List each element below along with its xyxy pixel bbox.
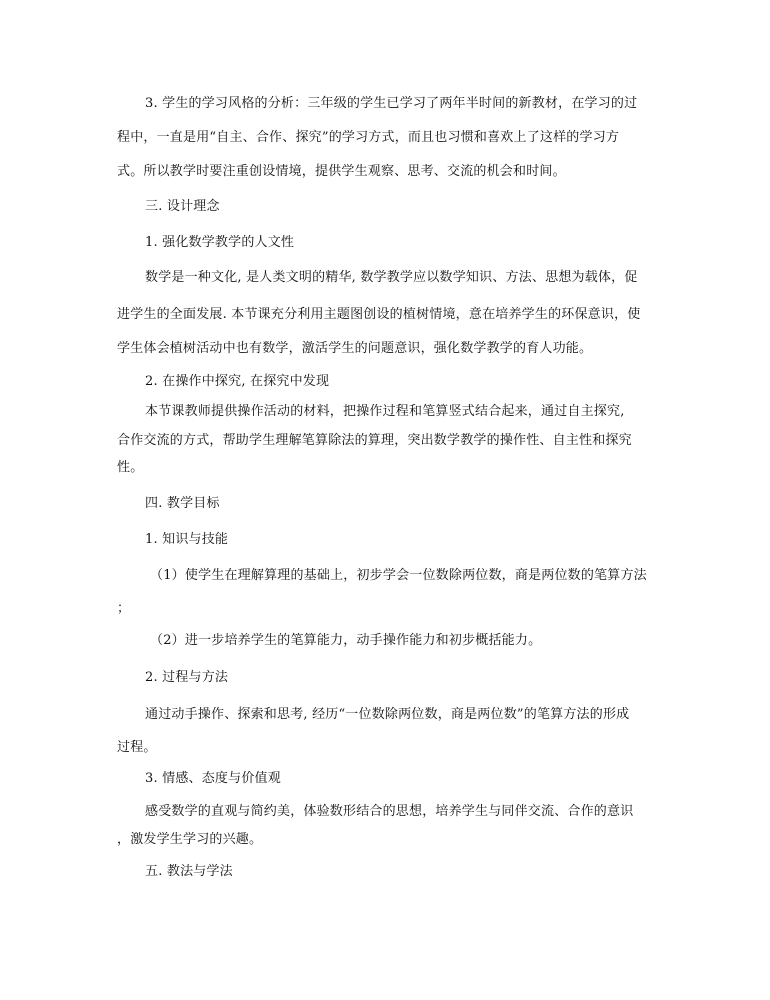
paragraph-line: 性。 [117, 460, 144, 475]
section-heading: 四. 教学目标 [145, 496, 220, 511]
paragraph-line: 程中，一直是用“自主、合作、探究”的学习方式，而且也习惯和喜欢上了这样的学习方 [117, 130, 620, 145]
paragraph-line: 3. 学生的学习风格的分析：三年级的学生已学习了两年半时间的新教材，在学习的过 [145, 96, 638, 111]
paragraph-line: ，激发学生学习的兴趣。 [117, 832, 263, 847]
section-heading: 三. 设计理念 [145, 199, 220, 214]
subsection-heading: 3. 情感、态度与价值观 [145, 771, 281, 786]
paragraph-line: 数学是一种文化, 是人类文明的精华, 数学教学应以数学知识、方法、思想为载体，促 [145, 270, 638, 285]
paragraph-line: 通过动手操作、探索和思考, 经历“一位数除两位数，商是两位数”的笔算方法的形成 [145, 707, 630, 722]
paragraph-line: 进学生的全面发展. 本节课充分利用主题图创设的植树情境，意在培养学生的环保意识，使 [117, 307, 641, 322]
paragraph-line: 本节课教师提供操作活动的材料，把操作过程和笔算竖式结合起来，通过自主探究, [145, 404, 625, 419]
section-heading: 五. 教法与学法 [145, 864, 233, 879]
paragraph-line: 过程。 [117, 740, 157, 755]
paragraph-line: 感受数学的直观与简约美，体验数形结合的思想，培养学生与同伴交流、合作的意识 [145, 804, 634, 819]
subsection-heading: 1. 知识与技能 [145, 532, 229, 547]
paragraph-line: 学生体会植树活动中也有数学，激活学生的问题意识，强化数学教学的育人功能。 [117, 341, 593, 356]
list-item: （1）使学生在理解算理的基础上，初步学会一位数除两位数，商是两位数的笔算方法 [150, 568, 647, 583]
paragraph-line: 合作交流的方式，帮助学生理解笔算除法的算理，突出数学教学的操作性、自主性和探究 [117, 433, 632, 448]
paragraph-line: ； [117, 601, 131, 616]
subsection-heading: 2. 过程与方法 [145, 670, 229, 685]
list-item: （2）进一步培养学生的笔算能力，动手操作能力和初步概括能力。 [150, 633, 542, 648]
subsection-heading: 2. 在操作中探究, 在探究中发现 [145, 374, 330, 389]
paragraph-line: 式。所以教学时要注重创设情境，提供学生观察、思考、交流的机会和时间。 [117, 164, 566, 179]
subsection-heading: 1. 强化数学教学的人文性 [145, 235, 295, 250]
